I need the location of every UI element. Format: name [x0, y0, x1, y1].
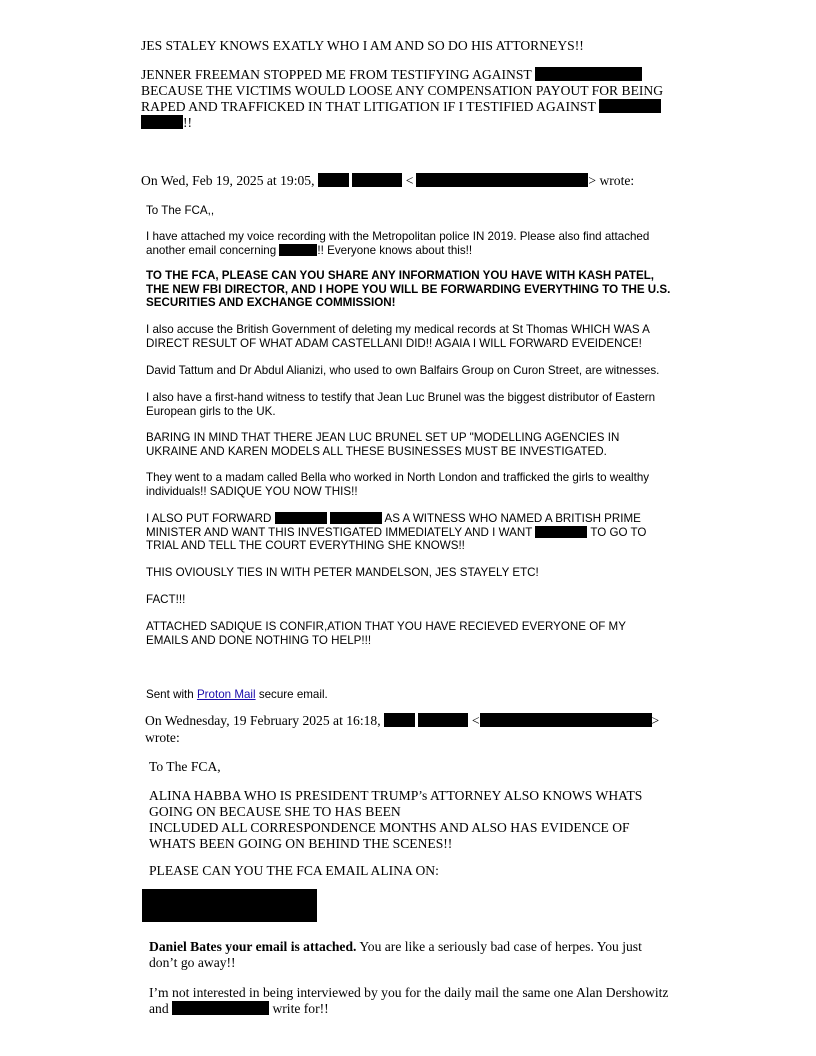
- redaction-block: [275, 512, 327, 524]
- header2-prefix: On Wednesday, 19 February 2025 at 16:18,: [145, 713, 381, 728]
- email2-paragraph-4: [149, 985, 689, 1017]
- redaction-block: [279, 244, 317, 256]
- paragraph-text: I ALSO PUT FORWARD: [146, 512, 272, 525]
- intro-text-d: !!: [183, 115, 193, 130]
- paragraph-text: MINISTER AND WANT THIS INVESTIGATED IMMEDIATELY AND I WANT: [146, 525, 533, 539]
- intro-paragraph: [141, 67, 701, 131]
- paragraph-text: BARING IN MIND THAT THERE JEAN LUC BRUNEL SET UP "MODELLING AGENCIES IN UKRAINE AND KAREN MODELS ALL THESE BUSINESSES MUST BE INVESTIGATED.: [146, 431, 620, 458]
- sent-suffix: secure email.: [258, 688, 328, 701]
- header1-prefix: On Wed, Feb 19, 2025 at 19:05,: [141, 173, 315, 188]
- paragraph-line: I have attached my voice recording with the Metropolitan police IN 2019. Please also find attached: [146, 230, 650, 243]
- email1-paragraph-7: [146, 471, 676, 498]
- redaction-block: [330, 512, 382, 524]
- email1-paragraph-1: [146, 230, 686, 257]
- paragraph-text: I also accuse the British Government of deleting my medical records at St Thomas WHICH WAS A DIRECT RESULT OF WHAT ADAM CASTELLANI DID!! AGAIA I WILL FORWARD EVEIDENCE!: [146, 323, 650, 350]
- paragraph-line: TRIAL AND TELL THE COURT EVERYTHING SHE KNOWS!!: [146, 539, 465, 552]
- paragraph-text: They went to a madam called Bella who worked in North London and trafficked the girls to wealthy individuals!! SADIQUE YOU NOW THIS!!: [146, 471, 650, 498]
- header2-wrote: wrote:: [145, 730, 180, 745]
- paragraph-line: INCLUDED ALL CORRESPONDENCE MONTHS AND ALSO HAS EVIDENCE OF: [149, 820, 630, 835]
- email1-paragraph-11: [146, 620, 646, 647]
- redaction-block: [222, 1001, 269, 1015]
- redaction-block: [384, 713, 415, 727]
- redaction-block: [480, 713, 652, 727]
- intro-text-a: JENNER FREEMAN STOPPED ME FROM TESTIFYING AGAINST: [141, 67, 532, 82]
- intro-line: [141, 38, 584, 54]
- email1-paragraph-9: [146, 566, 539, 580]
- redaction-block: [352, 173, 402, 187]
- paragraph-text: another email concerning: [146, 243, 277, 257]
- email1-paragraph-8: [146, 512, 686, 553]
- redaction-block: [141, 115, 183, 129]
- email-header-2: [145, 713, 659, 729]
- paragraph-line: WHATS BEEN GOING ON BEHIND THE SCENES!!: [149, 836, 453, 851]
- paragraph-text: I also have a first-hand witness to testify that Jean Luc Brunel was the biggest distributor of Eastern European girls to the UK.: [146, 391, 656, 418]
- greeting-text: To The FCA,,: [146, 204, 215, 217]
- email1-paragraph-10: [146, 593, 185, 607]
- sent-prefix: Sent with: [146, 688, 194, 701]
- redaction-block: [172, 1001, 222, 1015]
- redaction-block: [535, 526, 587, 538]
- paragraph-line: GOING ON BECAUSE SHE TO HAS BEEN: [149, 804, 401, 819]
- paragraph-text: AS A WITNESS WHO NAMED A BRITISH PRIME: [384, 512, 641, 525]
- email2-greeting: [149, 759, 221, 775]
- email1-paragraph-4: [146, 364, 706, 378]
- redaction-block: [418, 713, 468, 727]
- intro-text-b: BECAUSE THE VICTIMS WOULD LOOSE ANY COMPENSATION PAYOUT FOR BEING: [141, 83, 664, 98]
- intro-line-text: JES STALEY KNOWS EXATLY WHO I AM AND SO DO HIS ATTORNEYS!!: [141, 38, 584, 53]
- paragraph-text: TO THE FCA, PLEASE CAN YOU SHARE ANY INFORMATION YOU HAVE WITH KASH PATEL, THE NEW FBI DIRECTOR, AND I HOPE YOU WILL BE FORWARDING EVERYTHING TO THE U.S. SECURITIES AND EXCHANGE COMMISSION!: [146, 269, 671, 309]
- header1-lt: <: [405, 173, 414, 188]
- email1-paragraph-6: [146, 431, 646, 458]
- greeting-text: To The FCA,: [149, 759, 221, 774]
- email1-paragraph-2: [146, 269, 676, 310]
- header2-gt: >: [651, 713, 660, 728]
- email1-greeting: [146, 204, 214, 218]
- proton-mail-link[interactable]: Proton Mail: [196, 688, 256, 701]
- email2-paragraph-2: [149, 863, 439, 879]
- email2-paragraph-3: [149, 939, 679, 971]
- paragraph-text: PLEASE CAN YOU THE FCA EMAIL ALINA ON:: [149, 863, 439, 878]
- paragraph-line: don’t go away!!: [149, 955, 236, 970]
- sent-with-line: [146, 688, 328, 702]
- redaction-block: [416, 173, 588, 187]
- paragraph-text: You are like a seriously bad case of herpes. You just: [356, 939, 642, 954]
- paragraph-line: I’m not interested in being interviewed by you for the daily mail the same one Alan Dershowitz: [149, 985, 669, 1000]
- email2-paragraph-1: [149, 788, 669, 852]
- paragraph-text: write for!!: [272, 1001, 329, 1016]
- paragraph-text: David Tattum and Dr Abdul Alianizi, who used to own Balfairs Group on Curon Street, are witnesses.: [146, 364, 660, 377]
- paragraph-text: FACT!!!: [146, 593, 186, 606]
- email1-paragraph-3: [146, 323, 676, 350]
- paragraph-line: ALINA HABBA WHO IS PRESIDENT TRUMP’s ATTORNEY ALSO KNOWS WHATS: [149, 788, 643, 803]
- header1-suffix: > wrote:: [588, 173, 635, 188]
- paragraph-bold-text: Daniel Bates your email is attached.: [149, 939, 357, 954]
- email1-paragraph-5: [146, 391, 686, 418]
- intro-text-c: RAPED AND TRAFFICKED IN THAT LITIGATION IF I TESTIFIED AGAINST: [141, 99, 596, 114]
- redaction-block-large: [142, 889, 317, 922]
- redaction-block: [318, 173, 349, 187]
- paragraph-text: ATTACHED SADIQUE IS CONFIR,ATION THAT YOU HAVE RECIEVED EVERYONE OF MY EMAILS AND DONE NOTHING TO HELP!!!: [146, 620, 626, 647]
- header2-wrote-line: [145, 730, 180, 746]
- redaction-block: [535, 67, 642, 81]
- paragraph-text: TO GO TO: [590, 525, 647, 539]
- paragraph-text: THIS OVIOUSLY TIES IN WITH PETER MANDELSON, JES STAYELY ETC!: [146, 566, 539, 579]
- paragraph-text: and: [149, 1001, 169, 1016]
- header2-lt: <: [471, 713, 480, 728]
- email-header-1: [141, 173, 634, 189]
- paragraph-text: !! Everyone knows about this!!: [317, 243, 473, 257]
- redaction-block: [599, 99, 661, 113]
